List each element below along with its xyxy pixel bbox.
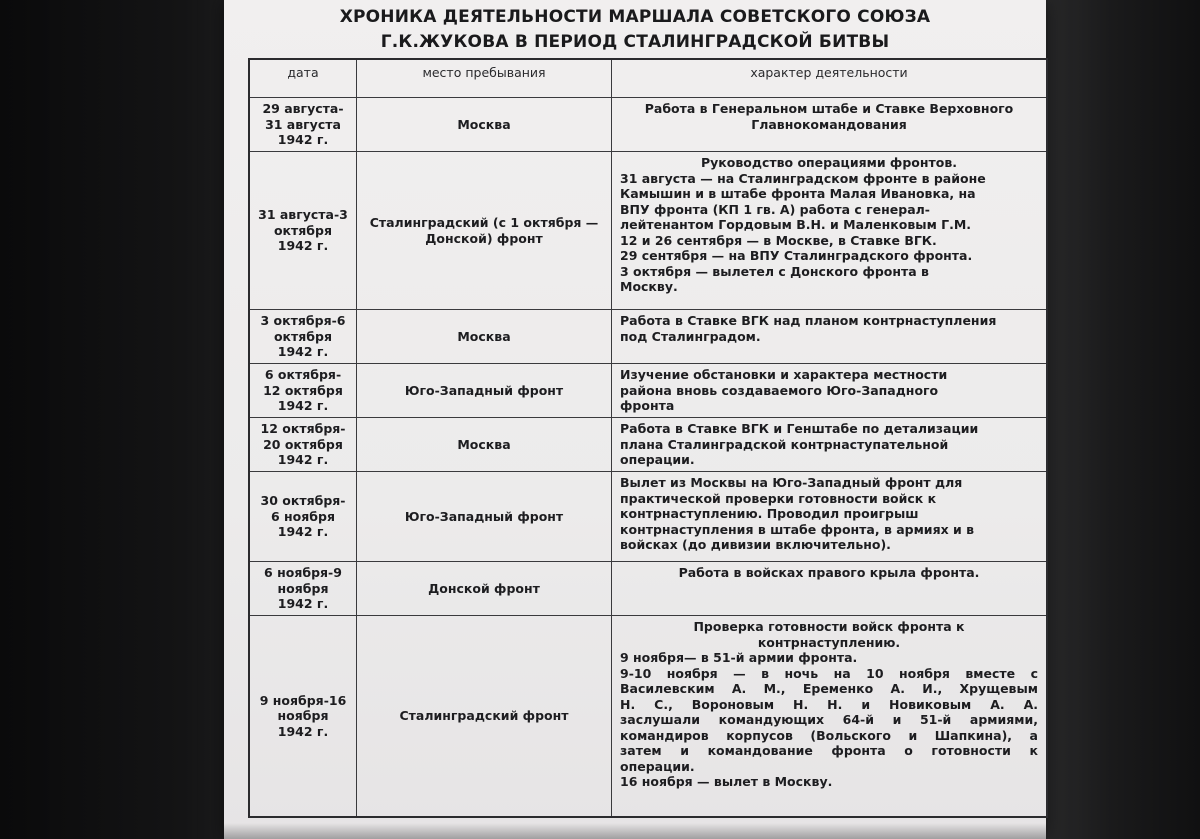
activity-line: контрнаступлению. Проводил проигрыш [620,506,919,521]
activity-line: 29 сентября — на ВПУ Сталинградского фронта. [620,248,973,263]
activity-line: 9-10 ноября — в ночь на 10 ноября вместе с [620,665,1038,681]
row-date: 12 октября- 20 октября 1942 г. [250,418,357,472]
activity-line: 16 ноября — вылет в Москву. [620,774,833,789]
row-place: Юго-Западный фронт [357,364,612,418]
chronicle-table [248,58,1048,818]
activity-line: контрнаступлению. [757,634,901,650]
activity-line: войсках (до дивизии включительно). [620,537,891,552]
dark-background-right [1040,0,1200,839]
row-place: Юго-Западный фронт [357,472,612,562]
activity-line: плана Сталинградской контрнаступательной [620,436,949,452]
activity-line: Вылет из Москвы на Юго-Западный фронт для [620,475,963,490]
activity-line: под Сталинградом. [620,328,761,344]
activity-line: командиров корпусов (Вольского и Шапкина), а [620,727,1038,743]
row-activity [612,310,1046,364]
row-place: Донской фронт [357,562,612,616]
activity-line: Работа в Генеральном штабе и Ставке Верховного [644,101,1014,116]
activity-line: ВПУ фронта (КП 1 гв. А) работа с генерал- [620,201,930,217]
activity-line: фронта [620,398,675,413]
row-date: 31 августа-3 октября 1942 г. [250,152,357,310]
activity-line: Проверка готовности войск фронта к [693,619,965,634]
activity-line: Н. С., Вороновым Н. Н. и Новиковым А. А. [620,696,1038,712]
row-activity [612,152,1046,310]
row-activity [612,364,1046,418]
activity-line: 3 октября — вылетел с Донского фронта в [620,263,929,279]
row-date: 9 ноября-16 ноября 1942 г. [250,616,357,816]
activity-line: Работа в Ставке ВГК над планом контрнаступления [620,313,997,328]
activity-line: района вновь создаваемого Юго-Западного [620,382,939,398]
activity-line: лейтенантом Гордовым В.Н. и Маленковым Г.М. [620,217,972,232]
activity-line: Василевским А. М., Еременко А. И., Хрущевым [620,681,1038,696]
row-activity [612,418,1046,472]
activity-line: Работа в Ставке ВГК и Генштабе по детализации [620,421,979,436]
activity-line: практической проверки готовности войск к [620,490,937,506]
activity-line: операции. [620,452,695,467]
header-activity: характер деятельности [612,60,1046,98]
row-place: Москва [357,310,612,364]
title-line-2: Г.К.ЖУКОВА В ПЕРИОД СТАЛИНГРАДСКОЙ БИТВЫ [380,32,890,52]
row-activity [612,98,1046,152]
row-date: 3 октября-6 октября 1942 г. [250,310,357,364]
activity-line: затем и командование фронта о готовности к [620,743,1038,758]
activity-line: 12 и 26 сентября — в Москве, в Ставке ВГК. [620,232,937,248]
row-place: Москва [357,418,612,472]
activity-line: Москву. [620,279,678,294]
row-activity [612,472,1046,562]
header-date: дата [250,60,357,98]
activity-line: заслушали командующих 64-й и 51-й армиями, [620,712,1038,727]
activity-line: 9 ноября— в 51-й армии фронта. [620,650,858,665]
row-place: Сталинградский фронт [357,616,612,816]
row-activity [612,562,1046,616]
row-place: Сталинградский (с 1 октября — Донской) фронт [357,152,612,310]
row-date: 29 августа- 31 августа 1942 г. [250,98,357,152]
activity-line: Руководство операциями фронтов. [700,155,957,170]
row-date: 6 ноября-9 ноября 1942 г. [250,562,357,616]
row-date: 6 октября- 12 октября 1942 г. [250,364,357,418]
activity-line: Работа в войсках правого крыла фронта. [678,565,980,580]
row-activity [612,616,1046,816]
activity-line: 31 августа — на Сталинградском фронте в районе [620,170,986,186]
row-date: 30 октября- 6 ноября 1942 г. [250,472,357,562]
activity-line: операции. [620,758,695,774]
activity-line: Камышин и в штабе фронта Малая Ивановка, на [620,186,976,201]
document-sheet [224,0,1046,839]
activity-line: Главнокомандования [751,116,907,132]
activity-line: Изучение обстановки и характера местности [620,367,948,382]
dark-background-left [0,0,230,839]
sheet-bottom-shadow [224,823,1046,839]
row-place: Москва [357,98,612,152]
activity-line: контрнаступления в штабе фронта, в армиях и в [620,521,975,537]
title-line-1: ХРОНИКА ДЕЯТЕЛЬНОСТИ МАРШАЛА СОВЕТСКОГО СОЮЗА [339,7,931,27]
header-place: место пребывания [357,60,612,98]
